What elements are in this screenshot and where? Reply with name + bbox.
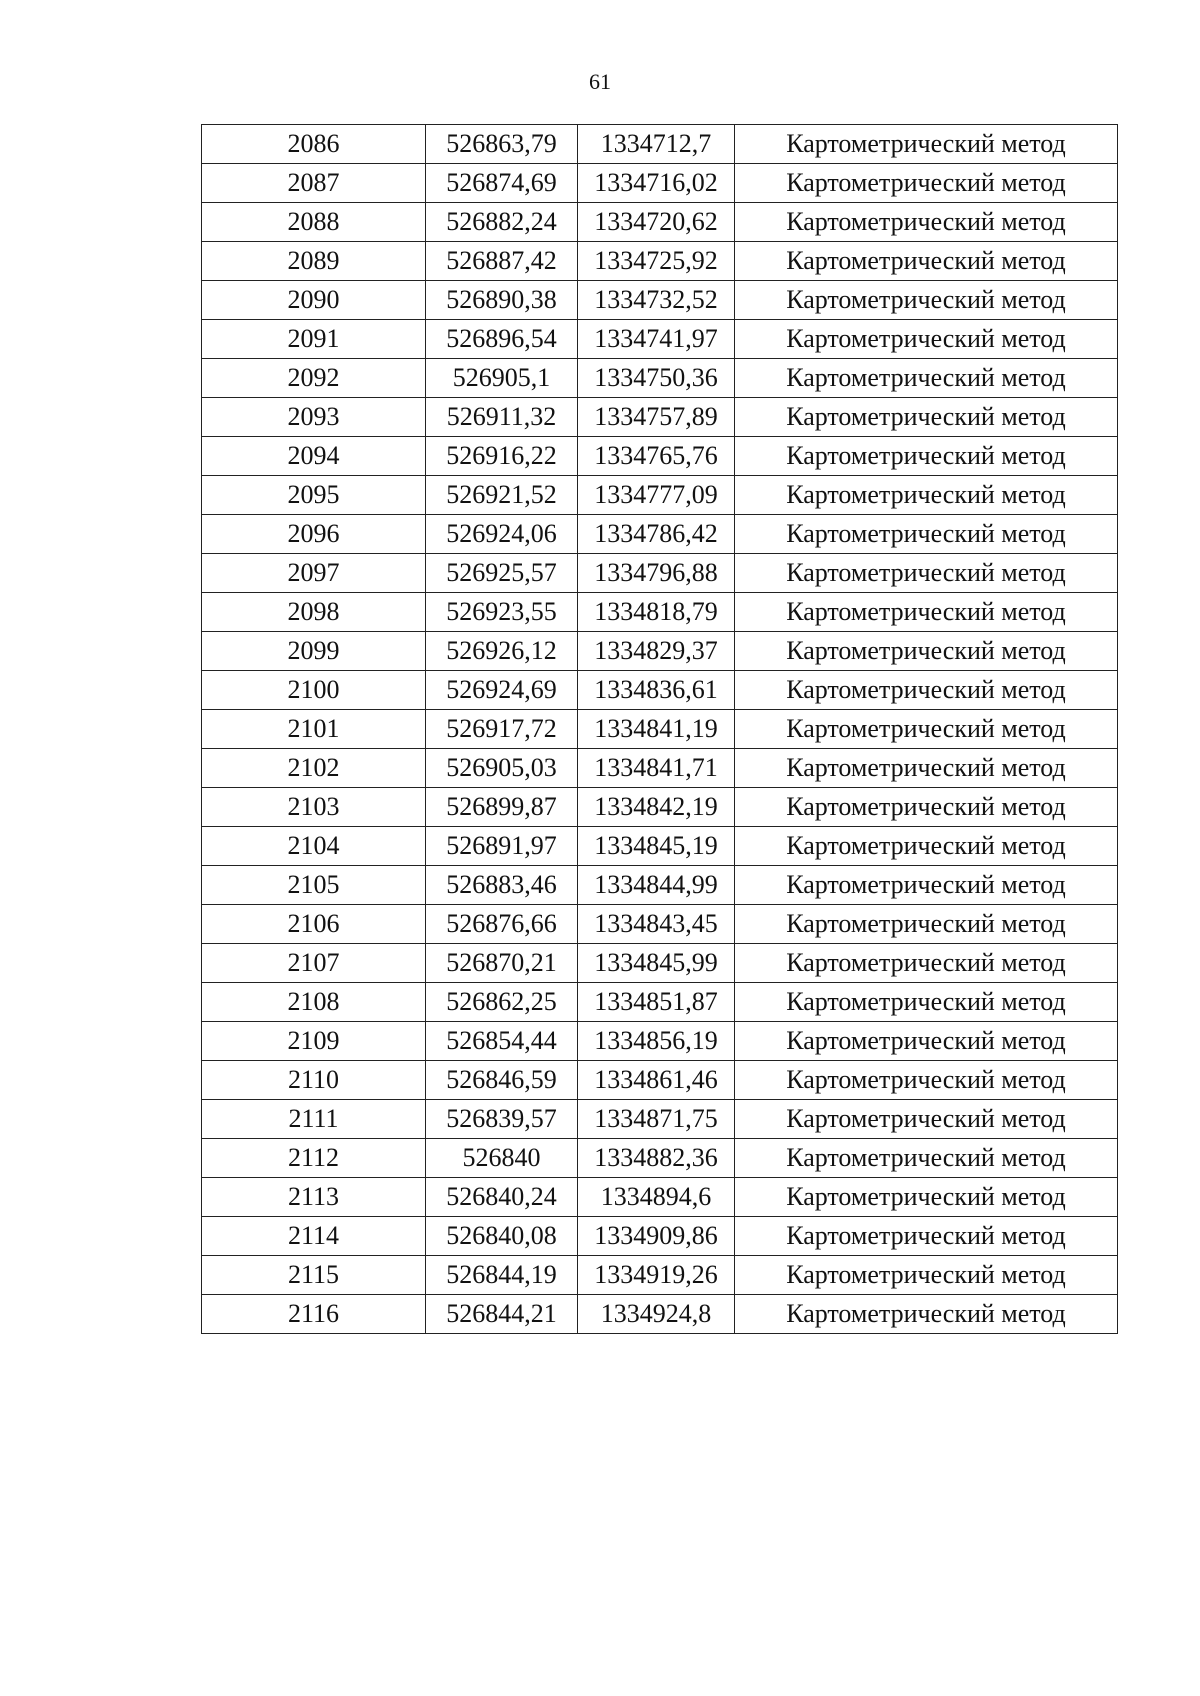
point-number-cell: 2111 <box>202 1100 426 1139</box>
y-coordinate-cell: 1334894,6 <box>578 1178 735 1217</box>
method-cell: Картометрический метод <box>735 788 1118 827</box>
table-row <box>202 983 1118 1022</box>
y-coordinate-cell: 1334919,26 <box>578 1256 735 1295</box>
method-cell: Картометрический метод <box>735 1061 1118 1100</box>
method-cell: Картометрический метод <box>735 1217 1118 1256</box>
x-coordinate-cell: 526923,55 <box>426 593 578 632</box>
x-coordinate-cell: 526840 <box>426 1139 578 1178</box>
y-coordinate-cell: 1334843,45 <box>578 905 735 944</box>
x-coordinate-cell: 526924,69 <box>426 671 578 710</box>
y-coordinate-cell: 1334924,8 <box>578 1295 735 1334</box>
method-cell: Картометрический метод <box>735 320 1118 359</box>
method-cell: Картометрический метод <box>735 632 1118 671</box>
y-coordinate-cell: 1334851,87 <box>578 983 735 1022</box>
point-number-cell: 2104 <box>202 827 426 866</box>
table-row <box>202 710 1118 749</box>
x-coordinate-cell: 526874,69 <box>426 164 578 203</box>
point-number-cell: 2102 <box>202 749 426 788</box>
table-row <box>202 866 1118 905</box>
y-coordinate-cell: 1334841,19 <box>578 710 735 749</box>
table-row <box>202 827 1118 866</box>
table-row <box>202 788 1118 827</box>
y-coordinate-cell: 1334716,02 <box>578 164 735 203</box>
point-number-cell: 2088 <box>202 203 426 242</box>
y-coordinate-cell: 1334861,46 <box>578 1061 735 1100</box>
method-cell: Картометрический метод <box>735 983 1118 1022</box>
table-row <box>202 203 1118 242</box>
x-coordinate-cell: 526887,42 <box>426 242 578 281</box>
x-coordinate-cell: 526905,1 <box>426 359 578 398</box>
x-coordinate-cell: 526921,52 <box>426 476 578 515</box>
x-coordinate-cell: 526862,25 <box>426 983 578 1022</box>
table-row <box>202 749 1118 788</box>
method-cell: Картометрический метод <box>735 476 1118 515</box>
x-coordinate-cell: 526882,24 <box>426 203 578 242</box>
point-number-cell: 2086 <box>202 125 426 164</box>
y-coordinate-cell: 1334741,97 <box>578 320 735 359</box>
method-cell: Картометрический метод <box>735 1139 1118 1178</box>
table-row <box>202 1139 1118 1178</box>
method-cell: Картометрический метод <box>735 1295 1118 1334</box>
point-number-cell: 2116 <box>202 1295 426 1334</box>
y-coordinate-cell: 1334725,92 <box>578 242 735 281</box>
method-cell: Картометрический метод <box>735 827 1118 866</box>
y-coordinate-cell: 1334829,37 <box>578 632 735 671</box>
method-cell: Картометрический метод <box>735 398 1118 437</box>
point-number-cell: 2103 <box>202 788 426 827</box>
x-coordinate-cell: 526924,06 <box>426 515 578 554</box>
x-coordinate-cell: 526890,38 <box>426 281 578 320</box>
method-cell: Картометрический метод <box>735 1022 1118 1061</box>
point-number-cell: 2092 <box>202 359 426 398</box>
point-number-cell: 2105 <box>202 866 426 905</box>
point-number-cell: 2095 <box>202 476 426 515</box>
method-cell: Картометрический метод <box>735 671 1118 710</box>
point-number-cell: 2098 <box>202 593 426 632</box>
point-number-cell: 2113 <box>202 1178 426 1217</box>
x-coordinate-cell: 526883,46 <box>426 866 578 905</box>
y-coordinate-cell: 1334844,99 <box>578 866 735 905</box>
y-coordinate-cell: 1334841,71 <box>578 749 735 788</box>
table-row <box>202 1256 1118 1295</box>
x-coordinate-cell: 526840,08 <box>426 1217 578 1256</box>
point-number-cell: 2106 <box>202 905 426 944</box>
method-cell: Картометрический метод <box>735 281 1118 320</box>
table-row <box>202 281 1118 320</box>
y-coordinate-cell: 1334777,09 <box>578 476 735 515</box>
point-number-cell: 2107 <box>202 944 426 983</box>
table-row <box>202 125 1118 164</box>
table-row <box>202 554 1118 593</box>
point-number-cell: 2089 <box>202 242 426 281</box>
method-cell: Картометрический метод <box>735 554 1118 593</box>
x-coordinate-cell: 526896,54 <box>426 320 578 359</box>
table-row <box>202 1061 1118 1100</box>
method-cell: Картометрический метод <box>735 944 1118 983</box>
table-row <box>202 905 1118 944</box>
table-row <box>202 632 1118 671</box>
y-coordinate-cell: 1334712,7 <box>578 125 735 164</box>
method-cell: Картометрический метод <box>735 710 1118 749</box>
table-row <box>202 398 1118 437</box>
method-cell: Картометрический метод <box>735 437 1118 476</box>
x-coordinate-cell: 526926,12 <box>426 632 578 671</box>
x-coordinate-cell: 526905,03 <box>426 749 578 788</box>
x-coordinate-cell: 526863,79 <box>426 125 578 164</box>
x-coordinate-cell: 526846,59 <box>426 1061 578 1100</box>
method-cell: Картометрический метод <box>735 749 1118 788</box>
x-coordinate-cell: 526925,57 <box>426 554 578 593</box>
point-number-cell: 2087 <box>202 164 426 203</box>
point-number-cell: 2100 <box>202 671 426 710</box>
y-coordinate-cell: 1334720,62 <box>578 203 735 242</box>
table-row <box>202 437 1118 476</box>
table-row <box>202 1295 1118 1334</box>
table-row <box>202 671 1118 710</box>
x-coordinate-cell: 526891,97 <box>426 827 578 866</box>
method-cell: Картометрический метод <box>735 1256 1118 1295</box>
y-coordinate-cell: 1334882,36 <box>578 1139 735 1178</box>
y-coordinate-cell: 1334871,75 <box>578 1100 735 1139</box>
table-row <box>202 1217 1118 1256</box>
y-coordinate-cell: 1334909,86 <box>578 1217 735 1256</box>
y-coordinate-cell: 1334842,19 <box>578 788 735 827</box>
x-coordinate-cell: 526876,66 <box>426 905 578 944</box>
table-row <box>202 1022 1118 1061</box>
table-row <box>202 359 1118 398</box>
table-row <box>202 242 1118 281</box>
point-number-cell: 2108 <box>202 983 426 1022</box>
y-coordinate-cell: 1334757,89 <box>578 398 735 437</box>
point-number-cell: 2093 <box>202 398 426 437</box>
x-coordinate-cell: 526840,24 <box>426 1178 578 1217</box>
y-coordinate-cell: 1334750,36 <box>578 359 735 398</box>
y-coordinate-cell: 1334845,99 <box>578 944 735 983</box>
point-number-cell: 2090 <box>202 281 426 320</box>
y-coordinate-cell: 1334856,19 <box>578 1022 735 1061</box>
coordinates-table-body <box>202 125 1118 1334</box>
x-coordinate-cell: 526839,57 <box>426 1100 578 1139</box>
table-row <box>202 1178 1118 1217</box>
y-coordinate-cell: 1334732,52 <box>578 281 735 320</box>
table-row <box>202 164 1118 203</box>
point-number-cell: 2094 <box>202 437 426 476</box>
x-coordinate-cell: 526917,72 <box>426 710 578 749</box>
point-number-cell: 2110 <box>202 1061 426 1100</box>
x-coordinate-cell: 526854,44 <box>426 1022 578 1061</box>
point-number-cell: 2097 <box>202 554 426 593</box>
x-coordinate-cell: 526870,21 <box>426 944 578 983</box>
point-number-cell: 2112 <box>202 1139 426 1178</box>
point-number-cell: 2109 <box>202 1022 426 1061</box>
method-cell: Картометрический метод <box>735 515 1118 554</box>
y-coordinate-cell: 1334845,19 <box>578 827 735 866</box>
method-cell: Картометрический метод <box>735 905 1118 944</box>
method-cell: Картометрический метод <box>735 359 1118 398</box>
y-coordinate-cell: 1334765,76 <box>578 437 735 476</box>
y-coordinate-cell: 1334836,61 <box>578 671 735 710</box>
method-cell: Картометрический метод <box>735 242 1118 281</box>
table-row <box>202 476 1118 515</box>
x-coordinate-cell: 526899,87 <box>426 788 578 827</box>
table-row <box>202 1100 1118 1139</box>
method-cell: Картометрический метод <box>735 866 1118 905</box>
point-number-cell: 2101 <box>202 710 426 749</box>
method-cell: Картометрический метод <box>735 593 1118 632</box>
method-cell: Картометрический метод <box>735 1178 1118 1217</box>
table-row <box>202 515 1118 554</box>
table-row <box>202 320 1118 359</box>
method-cell: Картометрический метод <box>735 125 1118 164</box>
point-number-cell: 2096 <box>202 515 426 554</box>
x-coordinate-cell: 526844,19 <box>426 1256 578 1295</box>
point-number-cell: 2114 <box>202 1217 426 1256</box>
table-row <box>202 593 1118 632</box>
coordinates-table <box>201 124 1118 1334</box>
point-number-cell: 2099 <box>202 632 426 671</box>
point-number-cell: 2115 <box>202 1256 426 1295</box>
y-coordinate-cell: 1334818,79 <box>578 593 735 632</box>
x-coordinate-cell: 526844,21 <box>426 1295 578 1334</box>
y-coordinate-cell: 1334796,88 <box>578 554 735 593</box>
point-number-cell: 2091 <box>202 320 426 359</box>
table-row <box>202 944 1118 983</box>
x-coordinate-cell: 526916,22 <box>426 437 578 476</box>
method-cell: Картометрический метод <box>735 203 1118 242</box>
method-cell: Картометрический метод <box>735 1100 1118 1139</box>
page-number: 61 <box>589 69 611 94</box>
method-cell: Картометрический метод <box>735 164 1118 203</box>
y-coordinate-cell: 1334786,42 <box>578 515 735 554</box>
x-coordinate-cell: 526911,32 <box>426 398 578 437</box>
